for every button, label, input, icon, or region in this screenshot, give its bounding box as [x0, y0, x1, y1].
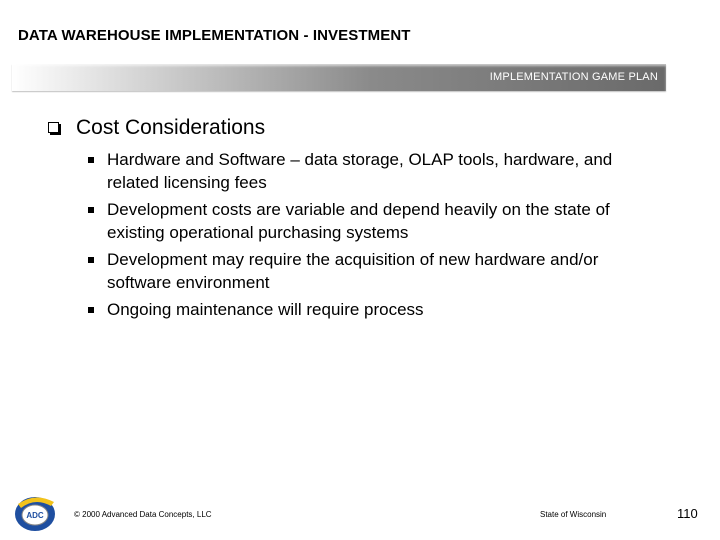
main-bullet-text: Cost Considerations	[76, 116, 266, 139]
company-logo	[10, 490, 60, 534]
sub-bullet-item	[88, 148, 648, 194]
square-bullet-icon	[88, 157, 94, 163]
sub-bullet-text: Development may require the acquisition of new hardware and/or software environment	[107, 250, 599, 292]
sub-bullet-text: Development costs are variable and depend heavily on the state of existing operational purchasing systems	[107, 200, 610, 242]
slide-title: DATA WAREHOUSE IMPLEMENTATION - INVESTMENT	[18, 27, 411, 44]
logo-text: ADC	[26, 511, 44, 520]
square-bullet-icon	[88, 207, 94, 213]
square-bullet-icon	[88, 307, 94, 313]
sub-bullet-text: Hardware and Software – data storage, OLAP tools, hardware, and related licensing fees	[107, 150, 613, 192]
sub-bullet-item	[88, 248, 648, 294]
page-number: 110	[677, 506, 698, 521]
footer-copyright: © 2000 Advanced Data Concepts, LLC	[74, 510, 212, 519]
banner-label: IMPLEMENTATION GAME PLAN	[489, 71, 658, 83]
sub-bullet-list	[88, 148, 648, 325]
sub-bullet-text: Ongoing maintenance will require process	[107, 300, 424, 319]
main-bullet	[48, 116, 648, 142]
square-bullet-icon	[88, 257, 94, 263]
footer-organization: State of Wisconsin	[540, 510, 607, 519]
section-banner	[12, 64, 666, 91]
sub-bullet-item	[88, 298, 648, 321]
checkbox-bullet-icon	[48, 122, 59, 133]
sub-bullet-item	[88, 198, 648, 244]
